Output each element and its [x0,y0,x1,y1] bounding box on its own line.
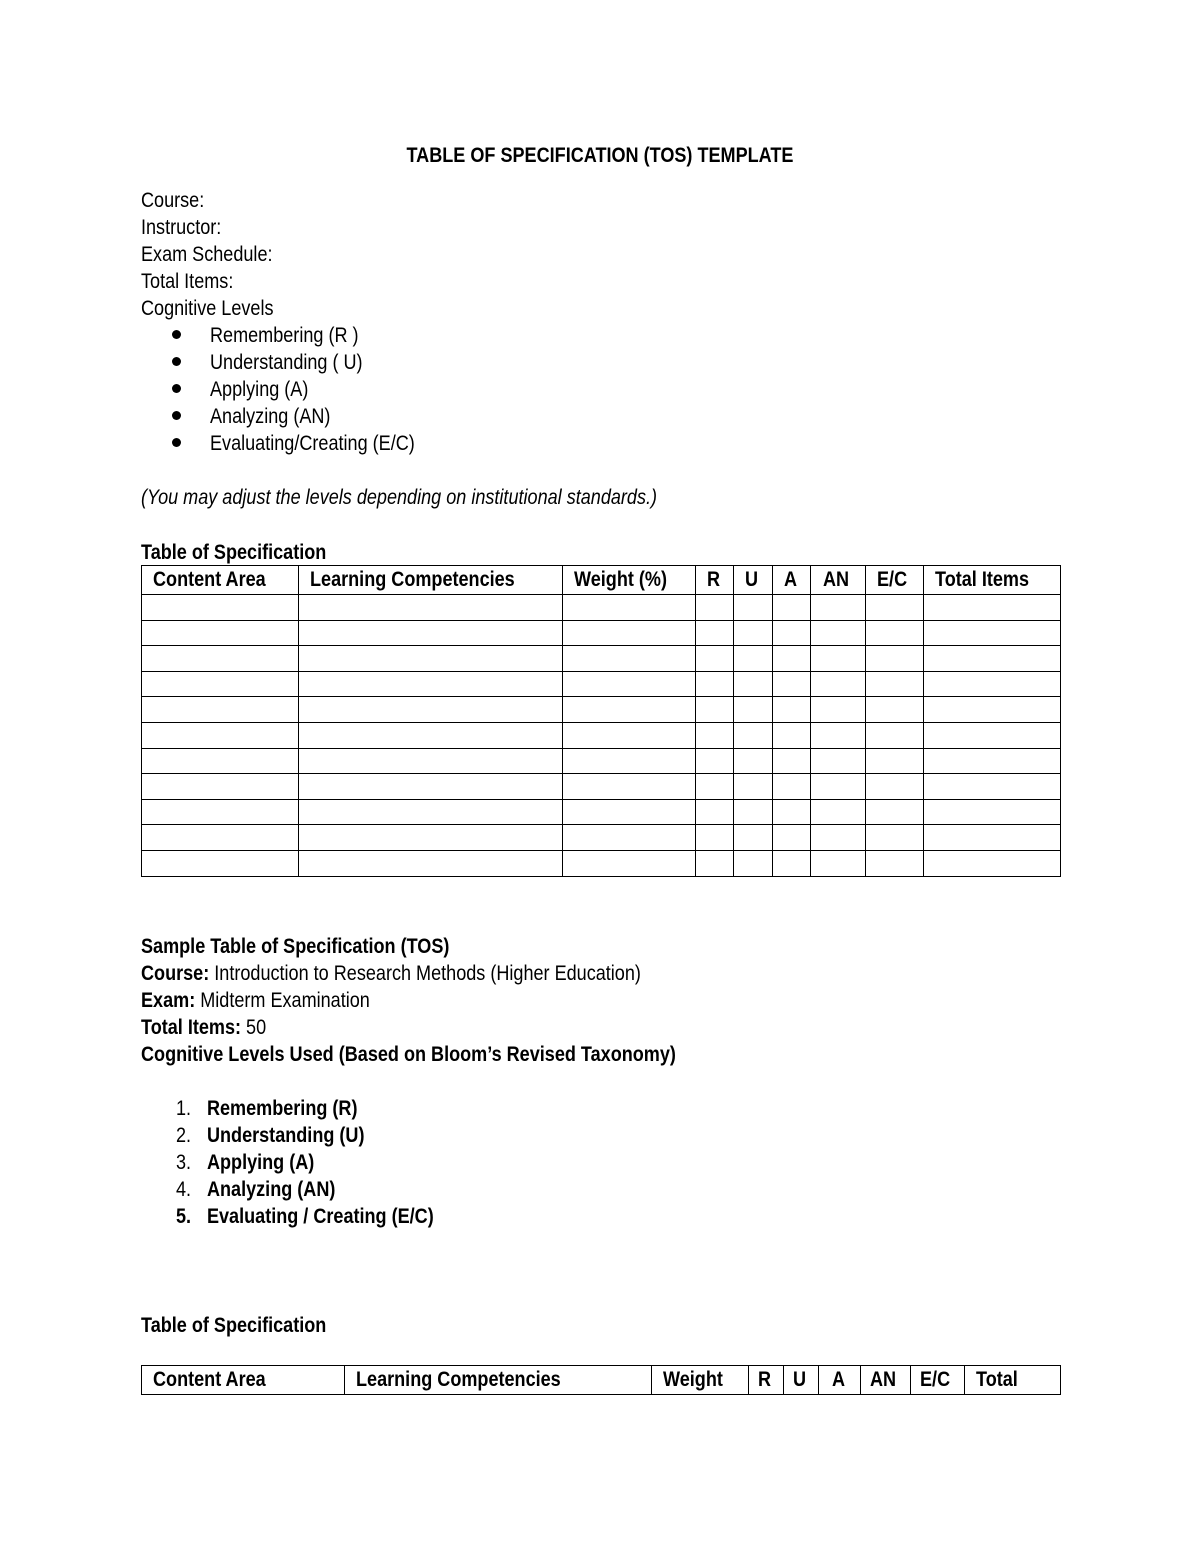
table-cell [563,671,696,697]
table-cell [924,646,1061,672]
table-cell [773,671,811,697]
table-cell [924,799,1061,825]
header-an: AN [861,1366,911,1395]
table-cell [773,620,811,646]
table-row [142,774,1061,800]
table-cell [299,799,563,825]
table-row [142,595,1061,621]
sample-table-caption: Table of Specification [141,1314,327,1337]
table-cell [811,825,866,851]
list-item: Applying (A) [172,376,324,403]
table-cell [866,671,924,697]
header-weight: Weight (%) [563,566,696,595]
table-row [142,646,1061,672]
table-cell [734,671,773,697]
total-items-field-label: Total Items: [141,270,234,293]
table-cell [299,697,563,723]
table-cell [734,646,773,672]
adjust-levels-note: (You may adjust the levels depending on institutional standards.) [141,486,658,509]
table-cell [563,620,696,646]
table-cell [924,825,1061,851]
table-cell [866,799,924,825]
table-cell [734,799,773,825]
table-cell [142,774,299,800]
table-cell [866,697,924,723]
list-item: Understanding ( U) [172,349,387,376]
table-cell [734,774,773,800]
table-cell [866,748,924,774]
table-cell [142,850,299,876]
table-cell [299,748,563,774]
table-cell [773,748,811,774]
table-cell [696,748,734,774]
list-item: 3. Applying (A) [176,1151,315,1174]
page-title: TABLE OF SPECIFICATION (TOS) TEMPLATE [406,144,794,167]
instructor-field-label: Instructor: [141,216,222,239]
bullet-icon [172,438,181,447]
table-cell [563,595,696,621]
list-item: Analyzing (AN) [172,403,350,430]
table-row [142,799,1061,825]
bullet-icon [172,411,181,420]
table-cell [866,825,924,851]
bullet-icon [172,384,181,393]
table-cell [773,850,811,876]
table-cell [734,850,773,876]
table-cell [924,595,1061,621]
table-cell [299,850,563,876]
list-item: Evaluating/Creating (E/C) [172,430,448,457]
table-cell [924,671,1061,697]
header-weight: Weight [652,1366,749,1395]
table-cell [696,595,734,621]
table-cell [866,595,924,621]
table-cell [811,722,866,748]
table-cell [866,646,924,672]
table-cell [696,799,734,825]
table-row [142,671,1061,697]
list-item: Remembering (R ) [172,322,383,349]
header-u: U [734,566,773,595]
header-total: Total [965,1366,1061,1395]
table-cell [811,697,866,723]
table-cell [773,825,811,851]
table-cell [299,722,563,748]
header-an: AN [811,566,866,595]
table-cell [773,722,811,748]
tos-template-table [141,565,1061,877]
table-cell [773,799,811,825]
table-cell [299,620,563,646]
table-cell [142,646,299,672]
table-cell [142,722,299,748]
header-learning-competencies: Learning Competencies [299,566,563,595]
table-cell [563,748,696,774]
table-cell [866,620,924,646]
table-cell [142,825,299,851]
header-r: R [749,1366,784,1395]
table-cell [142,620,299,646]
sample-levels-heading: Cognitive Levels Used (Based on Bloom’s Revised Taxonomy) [141,1043,676,1066]
table-cell [696,774,734,800]
table-row [142,697,1061,723]
table-cell [773,595,811,621]
header-a: A [773,566,811,595]
sample-course: Course: Introduction to Research Methods (Higher Education) [141,962,641,985]
table-cell [773,697,811,723]
bullet-icon [172,330,181,339]
table-cell [299,595,563,621]
table-header-row [142,1366,1061,1395]
exam-schedule-field-label: Exam Schedule: [141,243,273,266]
table-cell [924,697,1061,723]
table-cell [734,595,773,621]
sample-exam: Exam: Midterm Examination [141,989,370,1012]
sample-total-items: Total Items: 50 [141,1016,267,1039]
list-item: 1. Remembering (R) [176,1097,358,1120]
table-cell [924,748,1061,774]
table-cell [866,722,924,748]
header-content-area: Content Area [142,566,299,595]
header-learning-competencies: Learning Competencies [345,1366,652,1395]
header-a: A [819,1366,861,1395]
template-table-caption: Table of Specification [141,541,327,564]
table-cell [734,825,773,851]
table-cell [299,646,563,672]
table-cell [734,620,773,646]
table-cell [773,774,811,800]
header-ec: E/C [866,566,924,595]
table-cell [696,850,734,876]
sample-heading: Sample Table of Specification (TOS) [141,935,450,958]
table-cell [299,671,563,697]
table-cell [563,722,696,748]
table-cell [924,722,1061,748]
header-content-area: Content Area [142,1366,345,1395]
table-cell [563,774,696,800]
table-cell [924,774,1061,800]
table-cell [299,825,563,851]
table-cell [811,595,866,621]
header-r: R [696,566,734,595]
table-cell [811,774,866,800]
cognitive-levels-label: Cognitive Levels [141,297,274,320]
table-cell [696,722,734,748]
table-cell [142,799,299,825]
table-row [142,620,1061,646]
table-cell [696,697,734,723]
table-cell [563,799,696,825]
bullet-icon [172,357,181,366]
table-cell [811,671,866,697]
table-cell [924,850,1061,876]
table-row [142,722,1061,748]
table-cell [811,620,866,646]
table-cell [563,697,696,723]
header-u: U [784,1366,819,1395]
table-cell [734,748,773,774]
table-cell [773,646,811,672]
header-total-items: Total Items [924,566,1061,595]
table-cell [696,671,734,697]
table-cell [299,774,563,800]
list-item: 2. Understanding (U) [176,1124,365,1147]
table-cell [563,825,696,851]
table-cell [142,671,299,697]
table-cell [734,722,773,748]
table-cell [811,850,866,876]
table-cell [866,774,924,800]
table-cell [563,850,696,876]
sample-tos-table [141,1365,1061,1395]
table-cell [142,748,299,774]
table-cell [696,646,734,672]
table-cell [734,697,773,723]
table-row [142,850,1061,876]
list-item: 5. Evaluating / Creating (E/C) [176,1205,434,1228]
table-cell [142,697,299,723]
table-cell [811,748,866,774]
table-cell [811,646,866,672]
table-cell [696,825,734,851]
template-table-body [142,595,1061,877]
table-row [142,748,1061,774]
table-cell [696,620,734,646]
table-cell [924,620,1061,646]
table-row [142,825,1061,851]
table-cell [866,850,924,876]
list-item: 4. Analyzing (AN) [176,1178,336,1201]
table-header-row [142,566,1061,595]
course-field-label: Course: [141,189,205,212]
table-cell [811,799,866,825]
table-cell [142,595,299,621]
header-ec: E/C [911,1366,965,1395]
table-cell [563,646,696,672]
